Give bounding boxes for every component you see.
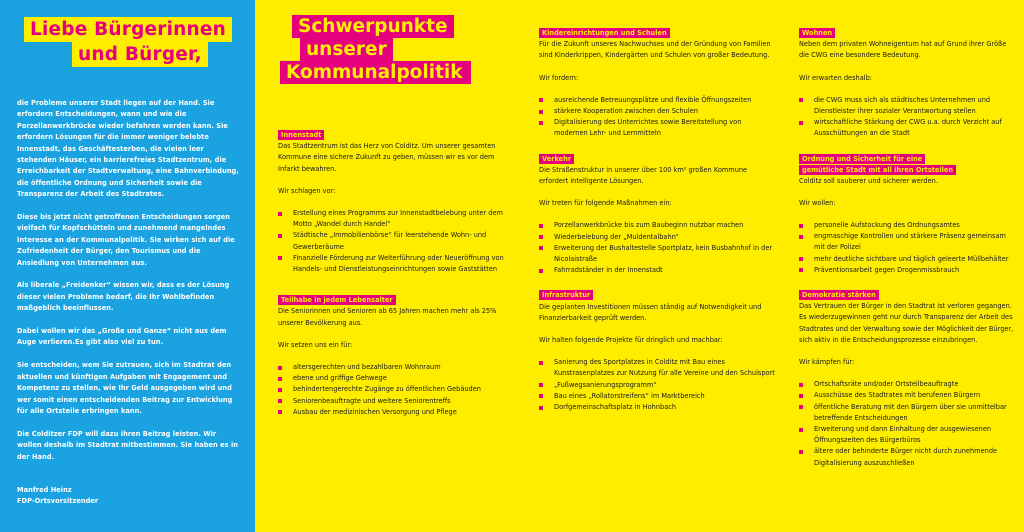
list-item-text: Dorfgemeinschaftsplatz in Hohnbach [554,403,677,412]
section-heading-line-2: gemütliche Stadt mit all ihren Ortsteilen [799,165,956,175]
list-item-text: Sanierung des Sportplatzes in Colditz mit Bau eines Kunstrasenplatzes zur Nutzung für alle Vereine und den Schulsport [554,358,775,378]
list-item-text: Finanzielle Förderung zur Weiterführung oder Neueröffnung von Handels- und Dienstleistungseinrichtungen sowie Gaststätten [293,253,504,274]
list-item-text: Präventionsarbeit gegen Drogenmissbrauch [814,265,960,274]
square-bullet-icon [539,269,543,273]
list-item [278,396,518,407]
list-item-text: ältere oder behinderte Bürger nicht durch zunehmende Digitalisierung auszuschließen [814,447,998,467]
list-item [278,362,518,373]
square-bullet-icon [278,256,282,260]
list-item-text: Ausbau der medizinischen Versorgung und Pflege [293,407,457,416]
list-item-text: Porzellanwerkbrücke bis zum Baubeginn nutzbar machen [554,221,744,230]
section-text: Die geplanten Investitionen müssen ständig auf Notwendigkeit und Finanzierbarkeit geprüft werden. [539,302,762,322]
square-bullet-icon [539,98,543,102]
list-item-text: stärkere Kooperation zwischen den Schulen [554,107,698,116]
list-item [539,402,775,413]
square-bullet-icon [799,268,803,272]
list-item-text: Bau eines „Rollatorstreifens“ im Marktbereich [554,391,705,400]
square-bullet-icon [539,406,543,410]
list-item-text: Städtische „Immobilienbörse“ für leerstehende Wohn- und Gewerberäume [293,231,487,251]
greeting-title-line-2: und Bürger, [72,42,208,67]
list-item [799,117,1017,139]
list-item-text: wirtschaftliche Stärkung der CWG u.a. durch Verzicht auf Ausschüttungen an die Stadt [814,118,1002,138]
list-item [278,230,518,252]
square-bullet-icon [278,234,282,238]
bullet-list [539,357,775,413]
square-bullet-icon [799,224,803,228]
list-item-text: Seniorenbeauftragte und weitere Seniorentreffs [293,396,451,405]
list-item [278,253,518,275]
list-item-text: öffentliche Beratung mit den Bürgern über sie unmittelbar betreffende Entscheidungen [814,402,1007,422]
section-kindereinrichtungen [539,28,775,140]
bullet-list [539,220,775,276]
list-item-text: die CWG muss sich als städtisches Unternehmen und Dienstleister ihrer sozialer Verantwortung stellen [814,95,991,116]
page-title-line-1: Schwerpunkte [292,15,454,38]
section-text: Die Seniorinnen und Senioren ab 65 Jahren machen mehr als 25% unserer Bevölkerung aus. [278,307,497,327]
square-bullet-icon [539,383,543,387]
section-text: Die Straßenstruktur in unserer über 100 km² großen Kommune erfordert intelligente Lösungen. [539,165,748,186]
list-item-text: Fahrradständer in der Innenstadt [554,266,663,275]
greeting-title [24,17,232,67]
list-item [539,95,775,106]
section-heading: Demokratie stärken [799,290,879,300]
list-item [539,380,775,391]
greeting-paragraph: die Probleme unserer Stadt liegen auf der Hand. Sie erfordern Entscheidungen, wann und wie die Porzellanwerkbrücke wieder befahren werden kann. Sie erfordern Lösungen für die immer weniger belebte Innenstadt, das Geschäftesterben, die vielen leer stehenden Häuser, ein barrierefreies Stadtzentrum, die Erreichbarkeit der Stadtverwaltung, eine Bahnverbindung, die öffentliche Ordnung und Sicherheit sowie die Transparenz der Arbeit des Stadtrates. [17,99,239,199]
section-heading: Teilhabe in jedem Lebensalter [278,295,396,305]
square-bullet-icon [539,110,543,114]
square-bullet-icon [799,428,803,432]
greeting-title-line-1: Liebe Bürgerinnen [24,17,232,42]
section-ordnung [799,154,1017,276]
list-item-text: personelle Aufstockung des Ordnungsamtes [814,221,960,230]
list-item-text: altersgerechten und bezahlbaren Wohnraum [293,363,441,372]
bullet-list [799,379,1017,469]
square-bullet-icon [278,410,282,414]
section-lead: Wir schlagen vor: [278,186,336,195]
list-item [799,446,1017,468]
list-item [799,379,1017,390]
list-item [539,220,775,231]
square-bullet-icon [539,361,543,365]
square-bullet-icon [278,212,282,216]
square-bullet-icon [799,257,803,261]
list-item [799,402,1017,424]
list-item [799,220,1017,231]
section-infrastruktur [539,290,775,413]
list-item-text: Erstellung eines Programms zur Innenstadtbelebung unter dem Motto „Wandel durch Handel“ [293,209,503,229]
square-bullet-icon [539,235,543,239]
list-item-text: „Fußwegsanierungsprogramm“ [554,380,657,389]
page-title-line-3: Kommunalpolitik [280,61,471,84]
section-text: Colditz soll sauberer und sicherer werden. [799,176,938,185]
square-bullet-icon [539,394,543,398]
list-item-text: Wiederbelebung der „Muldentalbahn“ [554,232,679,241]
section-text: Für die Zukunft unseres Nachwuchses und der Gründung von Familien sind Kinderkrippen, Kindergärten und Schulen von großer Bedeutung. [539,40,771,60]
section-lead: Wir fordern: [539,73,579,82]
bullet-list [539,95,775,140]
page-title [280,15,471,84]
bullet-list [799,95,1017,140]
section-text: Neben dem privaten Wohneigentum hat auf Grund ihrer Größe die CWG eine besondere Bedeutung. [799,40,1007,60]
greeting-letter [17,98,242,508]
greeting-paragraph: Diese bis jetzt nicht getroffenen Entscheidungen sorgen vielfach für Kopfschütteln und zunehmend mangelndes Interesse an der Kommunalpolitik. Sie wirken sich auf die Zufriedenheit der Bürger, den Tourismus und die Ansiedlung von Unternehmen aus. [17,213,235,267]
section-heading: Infrastruktur [539,290,593,300]
signature [17,485,242,508]
list-item [799,265,1017,276]
list-item [799,254,1017,265]
list-item [539,117,775,139]
square-bullet-icon [539,224,543,228]
bullet-list [278,362,518,418]
list-item [539,265,775,276]
list-item-text: Digitalisierung des Unterrichtes sowie Bereitstellung von modernen Lehr- und Lernmitteln [554,118,742,138]
greeting-paragraph: Als liberale „Freidenker“ wissen wir, dass es der Lösung dieser vielen Probleme bedarf, die Ihr Wohlbefinden maßgeblich beeinflussen. [17,281,230,313]
list-item [799,424,1017,446]
section-wohnen [799,28,1017,140]
list-item [539,243,775,265]
list-item [799,231,1017,253]
section-text: Das Stadtzentrum ist das Herz von Colditz. Um unserer gesamten Kommune eine sichere Zukunft zu geben, müssen wir es vor dem Infarkt bewahren. [278,142,496,173]
list-item [799,95,1017,117]
column-2 [539,28,775,427]
square-bullet-icon [539,246,543,250]
square-bullet-icon [799,405,803,409]
list-item [278,373,518,384]
section-lead: Wir kämpfen für: [799,358,855,367]
list-item-text: Erweiterung und dann Einhaltung der ausgewiesenen Öffnungszeiten des Bürgerbüros [814,425,992,445]
square-bullet-icon [278,399,282,403]
section-heading: Wohnen [799,28,835,38]
square-bullet-icon [799,394,803,398]
square-bullet-icon [278,366,282,370]
signature-name: Manfred Heinz [17,485,72,494]
greeting-paragraph: Sie entscheiden, wem Sie zutrauen, sich im Stadtrat den aktuellen und künftigen Aufgaben mit Engagement und Kompetenz zu stellen, wie Ihr Geld ausgegeben wird und wer somit einen entscheidenden Beitrag zur Entwicklung für alle Ortsteile erbringen kann. [17,361,233,415]
section-heading: Ordnung und Sicherheit für eine [799,154,925,164]
section-heading: Verkehr [539,154,574,164]
list-item-text: behindertengerechte Zugänge zu öffentlichen Gebäuden [293,385,481,394]
bullet-list [278,208,518,275]
greeting-paragraph: Dabei wollen wir das „Große und Ganze“ nicht aus dem Auge verlieren.Es gibt also viel zu tun. [17,327,227,347]
bullet-list [799,220,1017,276]
section-teilhabe [278,295,518,418]
section-lead: Wir erwarten deshalb: [799,73,872,82]
section-lead: Wir setzen uns ein für: [278,340,353,349]
section-lead: Wir halten folgende Projekte für dringlich und machbar: [539,336,723,345]
signature-role: FDP-Ortsvorsitzender [17,497,99,506]
list-item-text: Ortschaftsräte und/oder Ortsteilbeauftragte [814,380,959,389]
list-item-text: ausreichende Betreuungsplätze und flexible Öffnungszeiten [554,95,752,104]
square-bullet-icon [278,388,282,392]
list-item-text: ebene und griffige Gehwege [293,374,387,383]
section-text: Das Vertrauen der Bürger in den Stadtrat ist verloren gegangen. Es wiederzugewinnen geht nur durch Transparenz der Arbeit des Stadtrates und der Verwaltung sowie der Möglichkeit der Bürger, sich aktiv in die Entscheidungsprozesse einzubringen. [799,302,1014,344]
section-innenstadt [278,130,518,275]
square-bullet-icon [799,98,803,102]
list-item-text: mehr deutliche sichtbare und täglich geleerte Müllbehälter [814,254,1009,263]
list-item [799,390,1017,401]
greeting-paragraph: Die Colditzer FDP will dazu ihren Beitrag leisten. Wir wollen deshalb im Stadtrat mitbestimmen. Sie haben es in der Hand. [17,429,239,461]
list-item [539,357,775,379]
list-item [278,208,518,230]
list-item [278,384,518,395]
section-heading: Innenstadt [278,130,324,140]
list-item [539,232,775,243]
section-lead: Wir wollen: [799,198,836,207]
list-item [539,391,775,402]
list-item-text: Erweiterung der Bushaltestelle Sportplatz, kein Busbahnhof in der Nicolaistraße [554,243,773,264]
section-lead: Wir treten für folgende Maßnahmen ein: [539,199,672,208]
section-demokratie [799,290,1017,469]
column-3 [799,28,1017,483]
square-bullet-icon [799,235,803,239]
list-item-text: engmaschige Kontrollen und stärkere Präsenz gemeinsam mit der Polizei [814,232,1006,252]
section-verkehr [539,154,775,277]
list-item [278,407,518,418]
page-title-line-2: unserer [300,38,393,61]
square-bullet-icon [278,377,282,381]
square-bullet-icon [799,450,803,454]
square-bullet-icon [799,383,803,387]
list-item-text: Ausschüsse des Stadtrates mit berufenen Bürgern [814,391,981,400]
section-heading: Kindereinrichtungen und Schulen [539,28,670,38]
column-1 [278,130,518,432]
square-bullet-icon [539,121,543,125]
square-bullet-icon [799,121,803,125]
list-item [539,106,775,117]
